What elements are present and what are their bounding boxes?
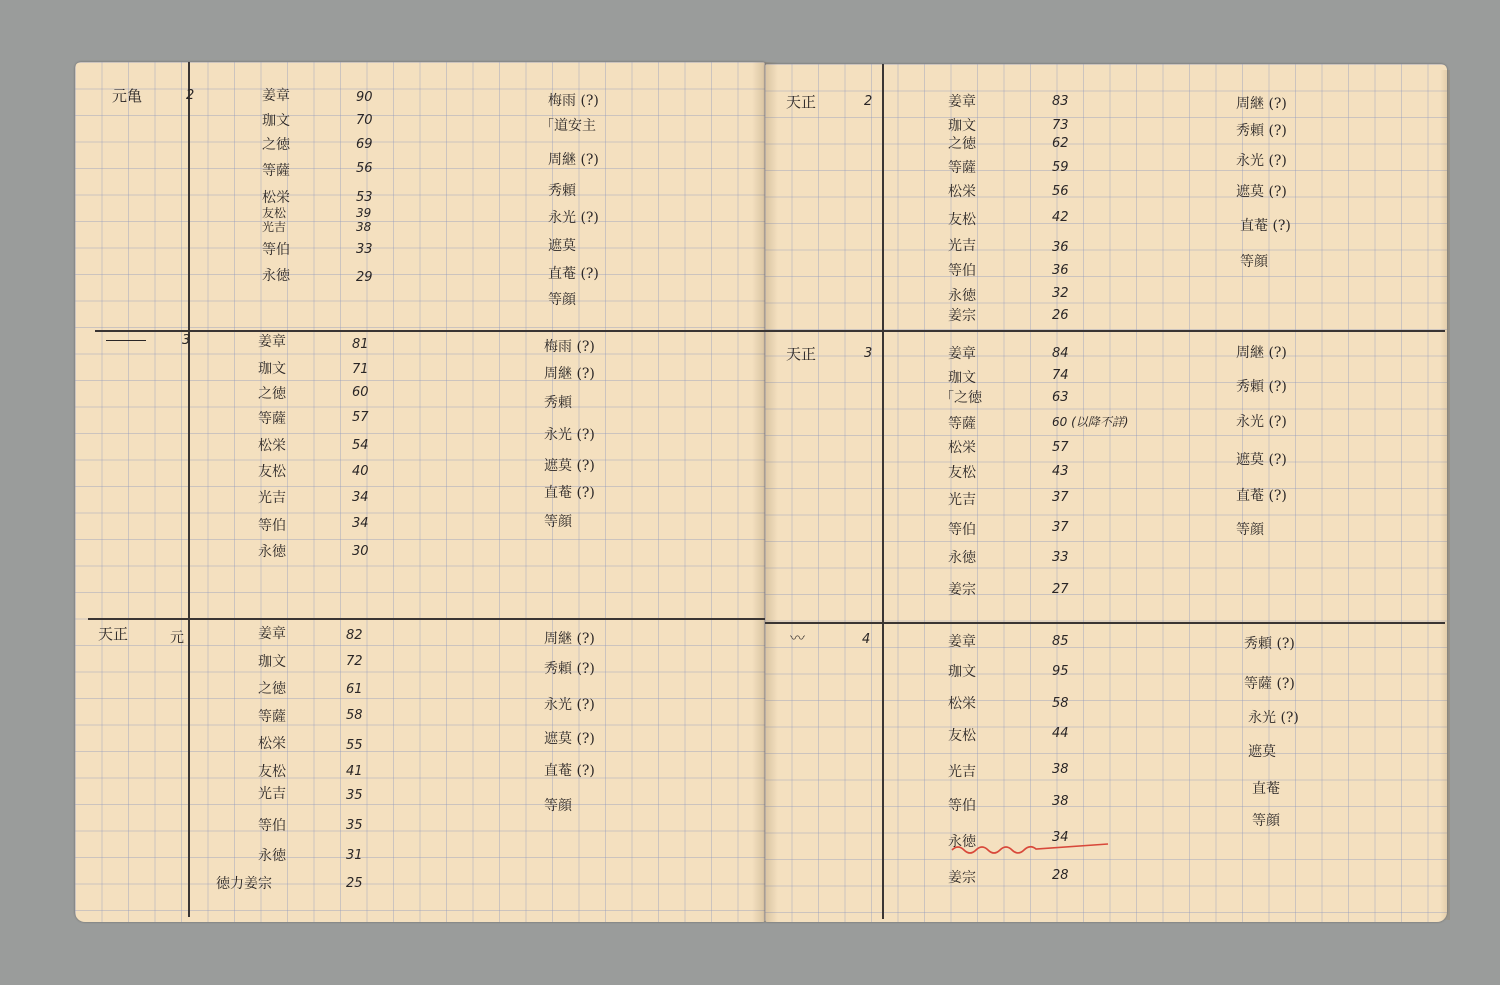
- score-value: 90: [356, 90, 373, 105]
- note-entry: 遮莫: [1248, 744, 1276, 760]
- score-value: 61: [346, 682, 363, 697]
- note-entry: 直菴 (?): [548, 266, 599, 282]
- artist-name: 友松: [262, 206, 287, 220]
- score-value: 27: [1052, 582, 1069, 597]
- note-entry: 等顔: [1236, 522, 1264, 538]
- artist-name: 等伯: [258, 818, 286, 834]
- year-number: 3: [864, 346, 873, 361]
- left-page: [75, 62, 765, 922]
- score-value: 41: [346, 764, 363, 779]
- score-value: 29: [356, 270, 373, 285]
- note-entry: 周継 (?): [548, 152, 599, 168]
- note-entry: 永光 (?): [548, 210, 599, 226]
- note-entry: 遮莫: [548, 238, 576, 254]
- note-entry: 直菴: [1252, 781, 1280, 797]
- year-number: 4: [862, 632, 871, 647]
- artist-name: 等薩: [262, 163, 290, 179]
- era-heading: 〰: [790, 629, 806, 647]
- note-entry: 遮莫 (?): [544, 458, 595, 474]
- era-heading: 天正: [98, 625, 129, 643]
- left-divider-2: [88, 618, 765, 620]
- note-entry: 永光 (?): [1236, 414, 1287, 430]
- score-value: 74: [1052, 368, 1069, 383]
- score-value: 40: [352, 464, 369, 479]
- note-entry: 梅雨 (?): [548, 93, 599, 109]
- score-value: 28: [1052, 868, 1069, 883]
- note-entry: 周継 (?): [1236, 96, 1287, 112]
- artist-name: 永徳: [948, 550, 976, 566]
- right-divider-2: [765, 622, 1445, 624]
- score-value: 69: [356, 137, 373, 152]
- artist-name: 永徳: [258, 848, 286, 864]
- score-value: 53: [356, 190, 373, 205]
- year-number: 元: [170, 630, 184, 646]
- score-value: 30: [352, 544, 369, 559]
- artist-name: 姜宗: [948, 870, 976, 886]
- score-value: 85: [1052, 634, 1069, 649]
- artist-name: 光吉: [948, 238, 976, 254]
- year-number: 2: [186, 88, 195, 103]
- score-value: 32: [1052, 286, 1069, 301]
- artist-name: 永徳: [948, 288, 976, 304]
- note-entry: 等顔: [548, 292, 576, 308]
- artist-name: 徳力姜宗: [216, 876, 272, 892]
- artist-name: 永徳: [262, 268, 290, 284]
- score-value: 95: [1052, 664, 1069, 679]
- year-number: 2: [864, 94, 873, 109]
- artist-name: 光吉: [262, 220, 287, 234]
- note-entry: 秀頼: [548, 183, 576, 199]
- score-value: 37: [1052, 490, 1069, 505]
- artist-name: 光吉: [258, 490, 286, 506]
- score-value: 34: [1052, 830, 1069, 845]
- note-entry: 等薩 (?): [1244, 676, 1295, 692]
- page-edge: [1440, 70, 1450, 920]
- artist-name: 姜章: [948, 94, 976, 110]
- score-value: 43: [1052, 464, 1069, 479]
- note-entry: 直菴 (?): [1236, 488, 1287, 504]
- score-value: 55: [346, 738, 363, 753]
- score-value: 38: [1052, 762, 1069, 777]
- artist-name: 珈文: [262, 113, 290, 129]
- note-entry: 等顔: [544, 514, 572, 530]
- artist-name: 姜宗: [948, 582, 976, 598]
- artist-name: 珈文: [948, 370, 976, 386]
- artist-name: 永徳: [948, 834, 976, 850]
- score-value: 56: [1052, 184, 1069, 199]
- left-column-rule: [188, 62, 190, 917]
- score-value: 82: [346, 628, 363, 643]
- score-value: 36: [1052, 263, 1069, 278]
- artist-name: 之徳: [258, 681, 286, 697]
- artist-name: 姜章: [258, 334, 286, 350]
- note-entry: 秀頼: [544, 395, 572, 411]
- era-heading: 天正: [786, 345, 817, 363]
- artist-name: 姜章: [948, 634, 976, 650]
- artist-name: 松栄: [948, 440, 976, 456]
- artist-name: 松栄: [258, 438, 286, 454]
- note-entry: 遮莫 (?): [544, 731, 595, 747]
- artist-name: 珈文: [258, 361, 286, 377]
- artist-name: 松栄: [948, 696, 976, 712]
- artist-name: 等伯: [258, 518, 286, 534]
- note-entry: 梅雨 (?): [544, 339, 595, 355]
- artist-name: 姜章: [948, 346, 976, 362]
- artist-name: 等薩: [258, 411, 286, 427]
- score-value: 33: [356, 242, 373, 257]
- score-value: 34: [352, 490, 369, 505]
- score-value: 54: [352, 438, 369, 453]
- ditto-dash: [106, 340, 146, 341]
- year-number: 3: [182, 333, 191, 348]
- score-value: 72: [346, 654, 363, 669]
- score-value: 60 (以降不詳): [1052, 415, 1129, 429]
- score-value: 39: [356, 206, 372, 220]
- score-value: 81: [352, 337, 369, 352]
- score-value: 57: [1052, 440, 1069, 455]
- artist-name: 等伯: [262, 242, 290, 258]
- score-value: 35: [346, 788, 363, 803]
- score-value: 73: [1052, 118, 1069, 133]
- artist-name: 永徳: [258, 544, 286, 560]
- artist-name: 松栄: [258, 736, 286, 752]
- artist-name: 友松: [258, 764, 286, 780]
- gutter-shadow: [752, 62, 778, 922]
- artist-name: 珈文: [948, 664, 976, 680]
- artist-name: 「之徳: [940, 390, 982, 406]
- note-entry: 等顔: [1240, 254, 1268, 270]
- note-entry: 直菴 (?): [544, 485, 595, 501]
- artist-name: 等薩: [948, 416, 976, 432]
- red-pencil-underline: [950, 838, 1110, 858]
- note-entry: 永光 (?): [1248, 710, 1299, 726]
- artist-name: 松栄: [948, 184, 976, 200]
- score-value: 84: [1052, 346, 1069, 361]
- note-entry: 直菴 (?): [544, 763, 595, 779]
- artist-name: 姜宗: [948, 308, 976, 324]
- artist-name: 等伯: [948, 522, 976, 538]
- artist-name: 之徳: [262, 137, 290, 153]
- artist-name: 等伯: [948, 263, 976, 279]
- score-value: 35: [346, 818, 363, 833]
- artist-name: 友松: [258, 464, 286, 480]
- note-entry: 秀頼 (?): [1236, 379, 1287, 395]
- artist-name: 友松: [948, 212, 976, 228]
- score-value: 71: [352, 362, 369, 377]
- note-entry: 永光 (?): [544, 697, 595, 713]
- score-value: 38: [356, 220, 372, 234]
- score-value: 60: [352, 385, 369, 400]
- note-entry: 秀頼 (?): [544, 661, 595, 677]
- era-heading: 元亀: [112, 87, 143, 105]
- note-entry: 秀頼 (?): [1236, 123, 1287, 139]
- artist-name: 光吉: [948, 764, 976, 780]
- score-value: 33: [1052, 550, 1069, 565]
- artist-name: 松栄: [262, 190, 290, 206]
- artist-name: 友松: [948, 728, 976, 744]
- score-value: 63: [1052, 390, 1069, 405]
- note-entry: 周継 (?): [1236, 345, 1287, 361]
- score-value: 58: [346, 708, 363, 723]
- score-value: 26: [1052, 308, 1069, 323]
- artist-name: 友松: [948, 465, 976, 481]
- note-entry: 秀頼 (?): [1244, 636, 1295, 652]
- note-entry: 遮莫 (?): [1236, 184, 1287, 200]
- score-value: 70: [356, 113, 373, 128]
- artist-name: 珈文: [948, 118, 976, 134]
- score-value: 58: [1052, 696, 1069, 711]
- score-value: 83: [1052, 94, 1069, 109]
- score-value: 36: [1052, 240, 1069, 255]
- score-value: 42: [1052, 210, 1069, 225]
- artist-name: 等伯: [948, 798, 976, 814]
- score-value: 37: [1052, 520, 1069, 535]
- score-value: 25: [346, 876, 363, 891]
- right-divider-1: [765, 330, 1445, 332]
- score-value: 56: [356, 161, 373, 176]
- note-entry: 遮莫 (?): [1236, 452, 1287, 468]
- artist-name: 等薩: [258, 709, 286, 725]
- artist-name: 姜章: [258, 626, 286, 642]
- right-page: [765, 64, 1447, 922]
- note-entry: 等顔: [1252, 813, 1280, 829]
- artist-name: 姜章: [262, 88, 290, 104]
- left-divider-1: [95, 330, 765, 332]
- artist-name: 之徳: [258, 386, 286, 402]
- note-entry: 直菴 (?): [1240, 218, 1291, 234]
- artist-name: 光吉: [948, 492, 976, 508]
- era-heading: 天正: [786, 93, 817, 111]
- score-value: 44: [1052, 726, 1069, 741]
- note-entry: 周継 (?): [544, 366, 595, 382]
- artist-name: 珈文: [258, 654, 286, 670]
- note-entry: 周継 (?): [544, 631, 595, 647]
- right-column-rule: [882, 64, 884, 919]
- note-entry: 等顔: [544, 798, 572, 814]
- score-value: 57: [352, 410, 369, 425]
- artist-name: 等薩: [948, 160, 976, 176]
- note-entry: 「道安主: [540, 118, 596, 134]
- note-entry: 永光 (?): [544, 427, 595, 443]
- artist-name: 之徳: [948, 136, 976, 152]
- score-value: 59: [1052, 160, 1069, 175]
- score-value: 62: [1052, 136, 1069, 151]
- note-entry: 永光 (?): [1236, 153, 1287, 169]
- artist-name: 光吉: [258, 786, 286, 802]
- score-value: 38: [1052, 794, 1069, 809]
- score-value: 31: [346, 848, 363, 863]
- score-value: 34: [352, 516, 369, 531]
